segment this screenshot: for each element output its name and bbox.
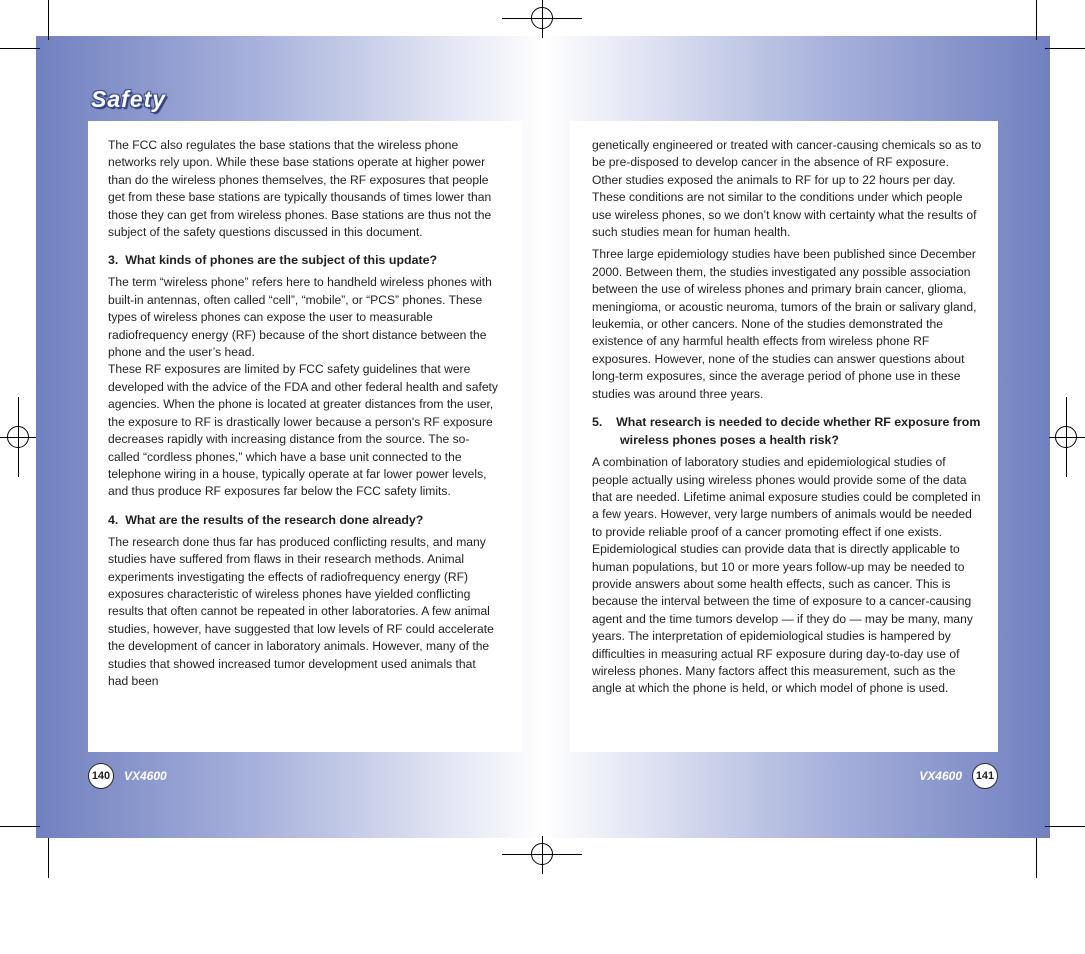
registration-mark — [7, 426, 29, 448]
right-footer — [909, 763, 998, 789]
section-title: Safety — [91, 86, 167, 112]
crop-mark — [48, 838, 49, 878]
crop-mark — [0, 826, 40, 827]
paragraph: The FCC also regulates the base stations that the wireless phone networks rely upon. While these base stations operate at higher power than do the wireless phones themselves, the RF exposures that people get from these base stations are typically thousands of times lower than those they can get from wireless phones. Base stations are thus not the subject of the safety questions discussed in this document. — [108, 138, 492, 240]
paragraph: These RF exposures are limited by FCC safety guidelines that were developed with the advice of the FDA and other federal health and safety agencies. When the phone is located at greater distances from the user, the exposure to RF is drastically lower because a person's RF exposure decreases rapidly with increasing distance from the source. The so-called “cordless phones,” which have a base unit connected to the telephone wiring in a house, typically operate at far lower power levels, and thus produce RF exposures far below the FCC safety limits. — [108, 362, 498, 499]
registration-mark — [531, 7, 553, 29]
paragraph: A combination of laboratory studies and epidemiological studies of people actually using wireless phones would provide some of the data that are needed. Lifetime animal exposure studies could be completed in a few years. However, very large numbers of animals would be needed to provide reliable proof of a cancer promoting effect if one exists. Epidemiological studies can provide data that is directly applicable to human populations, but 10 or more years follow-up may be needed to provide answers about some health effects, such as cancer. This is because the interval between the time of exposure to a cancer-causing agent and the time tumors develop — if they do — may be many, many years. The interpretation of epidemiological studies is hampered by difficulties in measuring actual RF exposure during day-to-day use of wireless phones. Many factors affect this measurement, such as the angle at which the phone is held, or which model of phone is used. — [592, 455, 981, 696]
question-heading-5: 5. What research is needed to decide whether RF exposure from wireless phones poses a health risk? — [592, 415, 981, 448]
crop-mark — [48, 0, 49, 40]
model-label: VX4600 — [124, 769, 167, 783]
registration-mark — [1055, 426, 1077, 448]
page-number-badge: 140 — [88, 763, 114, 789]
crop-mark — [1045, 48, 1085, 49]
crop-mark — [1036, 0, 1037, 40]
left-column — [108, 137, 498, 695]
registration-mark — [531, 843, 553, 865]
model-label: VX4600 — [919, 769, 962, 783]
question-heading-3: 3. What kinds of phones are the subject of this update? — [108, 253, 438, 268]
left-footer — [88, 763, 177, 789]
crop-mark — [1045, 826, 1085, 827]
page-number-badge: 141 — [972, 763, 998, 789]
crop-mark — [1036, 838, 1037, 878]
right-column — [592, 137, 982, 703]
paragraph: The research done thus far has produced conflicting results, and many studies have suffered from flaws in their research methods. Animal experiments investigating the effects of radiofrequency energy (RF) exposures characteristic of wireless phones have yielded conflicting results that often cannot be repeated in other laboratories. A few animal studies, however, have suggested that low levels of RF could accelerate the development of cancer in laboratory animals. However, many of the studies that showed increased tumor development used animals that had been — [108, 534, 494, 688]
question-heading-4: 4. What are the results of the research done already? — [108, 512, 424, 527]
paragraph: genetically engineered or treated with cancer-causing chemicals so as to be pre-disposed to develop cancer in the absence of RF exposure. Other studies exposed the animals to RF for up to 22 hours per day. These conditions are not similar to the conditions under which people use wireless phones, so we don’t know with certainty what the results of such studies mean for human health. — [592, 138, 982, 240]
paragraph: Three large epidemiology studies have been published since December 2000. Between them, the studies investigated any possible association between the use of wireless phones and primary brain cancer, glioma, meningioma, or acoustic neuroma, tumors of the brain or salivary gland, leukemia, or other cancers. None of the studies demonstrated the existence of any harmful health effects from wireless phone RF exposures. However, none of the studies can answer questions about long-term exposures, since the average period of phone use in these studies was around three years. — [592, 247, 977, 401]
crop-mark — [0, 48, 40, 49]
paragraph: The term “wireless phone” refers here to handheld wireless phones with built-in antennas, often called “cell”, “mobile”, or “PCS” phones. These types of wireless phones can expose the user to measurable radiofrequency energy (RF) because of the short distance between the phone and the user’s head. — [108, 275, 492, 360]
